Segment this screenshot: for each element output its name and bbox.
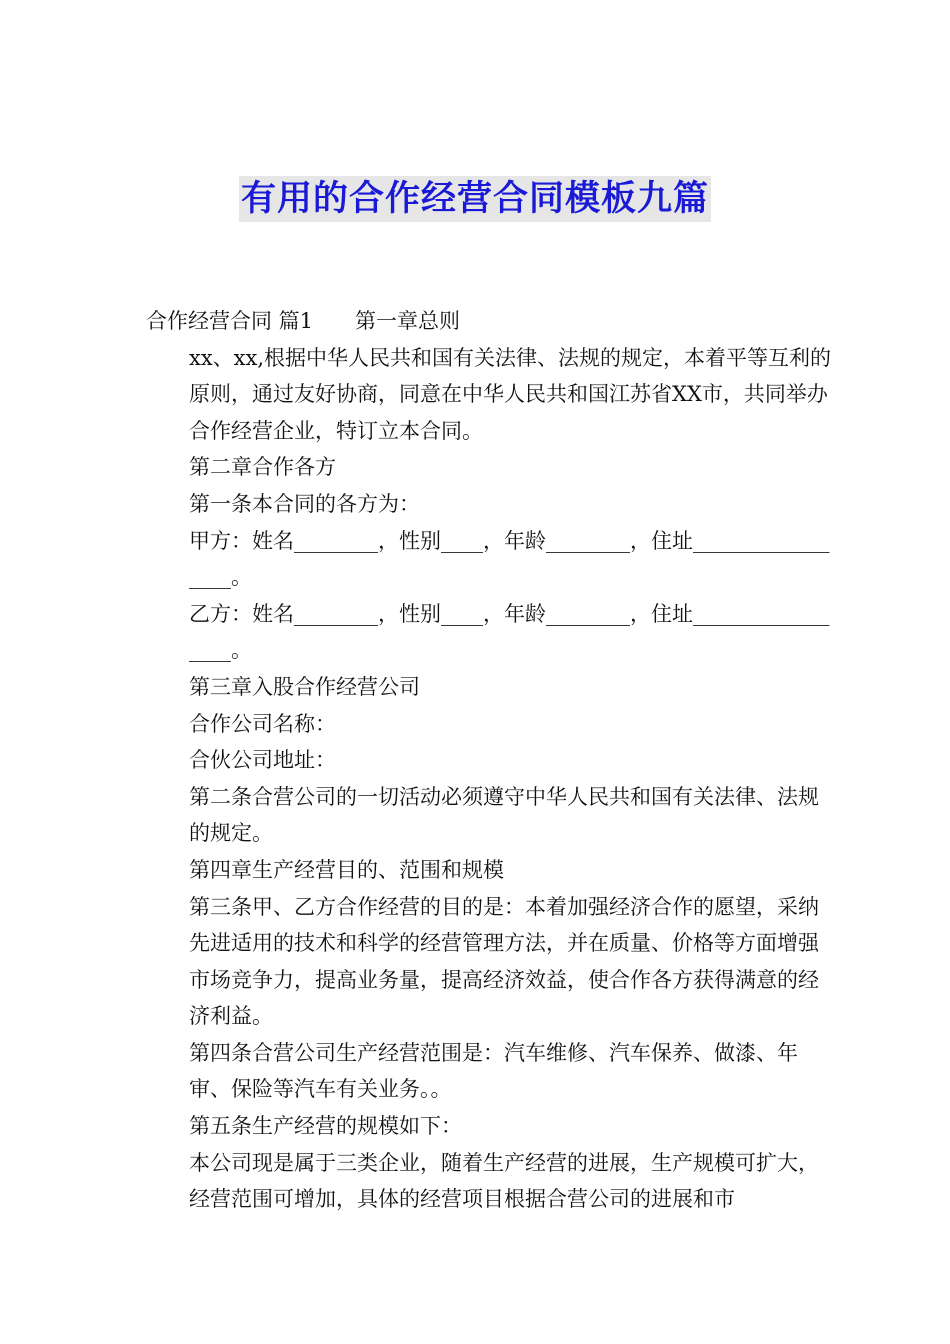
title-area — [0, 176, 950, 222]
paragraph: 第四章生产经营目的、范围和规模 — [189, 857, 504, 882]
paragraph: 本公司现是属于三类企业，随着生产经营的进展，生产规模可扩大，经营范围可增加，具体的经营项目根据合营公司的进展和市 — [189, 1150, 819, 1212]
paragraph: 第二条合营公司的一切活动必须遵守中华人民共和国有关法律、法规的规定。 — [189, 784, 819, 846]
paragraph: 第五条生产经营的规模如下： — [189, 1114, 462, 1139]
paragraph: 甲方：姓名________，性别____，年龄________，住址_________________。 — [189, 528, 830, 590]
paragraph: 合作经营合同 篇1 第一章总则 — [146, 309, 461, 333]
document-body — [146, 303, 836, 1218]
paragraph: 乙方：姓名________，性别____，年龄________，住址_________________。 — [189, 601, 830, 663]
document-title: 有用的合作经营合同模板九篇 — [239, 176, 711, 222]
paragraph: xx、xx,根据中华人民共和国有关法律、法规的规定，本着平等互利的原则，通过友好协商，同意在中华人民共和国江苏省XX市，共同举办合作经营企业，特订立本合同。 — [189, 345, 832, 443]
paragraph: 第三章入股合作经营公司 — [189, 674, 420, 699]
paragraph: 第二章合作各方 — [189, 455, 336, 480]
paragraph: 合作公司名称： — [189, 711, 336, 736]
paragraph: 合伙公司地址： — [189, 748, 336, 773]
paragraph: 第一条本合同的各方为： — [189, 491, 420, 516]
paragraph: 第四条合营公司生产经营范围是：汽车维修、汽车保养、做漆、年审、保险等汽车有关业务。。 — [189, 1040, 798, 1102]
paragraph: 第三条甲、乙方合作经营的目的是：本着加强经济合作的愿望，采纳先进适用的技术和科学的经营管理方法，并在质量、价格等方面增强市场竞争力，提高业务量，提高经济效益，使合作各方获得满意的经济利益。 — [189, 894, 819, 1029]
